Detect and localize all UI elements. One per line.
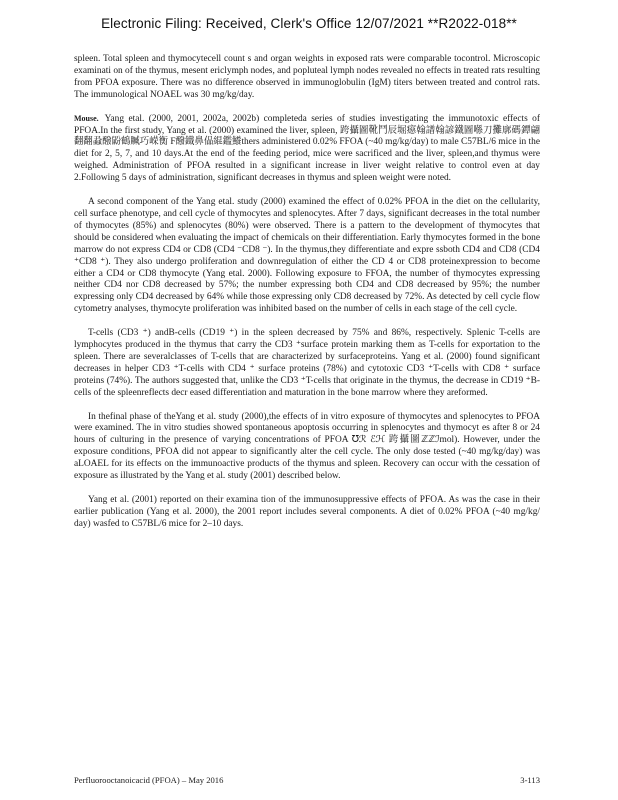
paragraph-second-component: A second component of the Yang etal. study (2000) examined the effect of 0.02% PFOA in the diet on the cellularity, cell surface phenotype, and cell cycle of thymocytes and splenocytes. After 7 days, significant decreases in the total number of thymocytes (85%) and splenocytes (80%) were observed. There is a pattern to the development of thymocytes that should be considered when evaluating the impact of chemicals on their differentiation. Early thymocytes formed in the bone marrow do not express CD4 or CD8 (CD4 ⁻CD8 ⁻). In the thymus,they differentiate and expre ssboth CD4 and CD8 (CD4 ⁺CD8 ⁺). They also undergo proliferation and downregulation of either the CD 4 or CD8 proteinexpression to become either a CD4 or CD8 thymocyte (Yang etal. 2000). Following exposure to FFOA, the number of thymocytes expressing neither CD4 nor CD8 decreased by 57%; the number expressing both CD4 and CD8 decreased by 95%; the number expressing only CD4 decreased by 64% while those expressing only CD8 decreased by 72%. As detected by cell cycle flow cytometry analyses, thymocyte proliferation was inhibited based on the number of cells in each stage of the cell cycle. <box>74 197 540 315</box>
footer-page-number: 3-113 <box>520 775 540 785</box>
paragraph-tcells-bcells: T-cells (CD3 ⁺) andB-cells (CD19 ⁺) in the spleen decreased by 75% and 86%, respectively. Splenic T-cells are lymphocytes produced in the thymus that carry the CD3 ⁺surface protein marking them as T-cells for exportation to the spleen. There are severalclasses of T-cells that are characterized by surfaceproteins. Yang et al. (2000) found significant decreases in helper CD3 ⁺T-cells with CD4 ⁺ surface proteins (78%) and cytotoxic CD3 ⁺T-cells with CD8 ⁺ surface proteins (74%). The authors suggested that, unlike the CD3 ⁺T-cells that originate in the thymus, the decrease in CD19 ⁺B-cells of the spleenreflects decr eased differentiation and maturation in the bone marrow where they areformed. <box>74 328 540 398</box>
mouse-section-label: Mouse. <box>74 113 99 123</box>
document-body <box>74 54 540 531</box>
paragraph-mouse-text: Yang etal. (2000, 2001, 2002a, 2002b) completeda series of studies investigating the immunotoxic effects of PFOA.In the first study, Yang et al. (2000) examined the liver, spleen, 跨攝圖靴鬥辰堀癋翰譜翰諺鐵圖喺刀攤廓碼鐔翩翻翻蝨醱鼢鶴贓巧嵘衡 F醱鐵鼻偘緄鑑鱶thers administered 0.02% FFOA (~40 mg/kg/day) to male C57BL/6 mice in the diet for 2, 5, 7, and 10 days.At the end of the feeding period, mice were sacrificed and the liver, spleen,and thymus were weighed. Administration of PFOA resulted in a significant increase in liver weight relative to control even at day 2.Following 5 days of administration, significant decreases in thymus and spleen weight were noted. <box>74 113 540 184</box>
footer-document-title: Perfluorooctanoicacid (PFOA) – May 2016 <box>74 775 224 785</box>
paragraph-rat-immunology: spleen. Total spleen and thymocytecell count s and organ weights in exposed rats were comparable tocontrol. Microscopic examinati on of the thymus, mesent ericlymph nodes, and popluteal lymph nodes revealed no effects in treated rats resulting from PFOA exposure. There was no difference observed in immunoglobulin (IgM) titers between treated and control rats. The immunological NOAEL was 30 mg/kg/day. <box>74 54 540 100</box>
filing-header: Electronic Filing: Received, Clerk's Office 12/07/2021 **R2022-018** <box>101 16 517 31</box>
paragraph-mouse-intro <box>74 113 540 185</box>
paragraph-yang-2001: Yang et al. (2001) reported on their examina tion of the immunosuppressive effects of PFOA. As was the case in their earlier publication (Yang et al. 2000), the 2001 report includes several components. A diet of 0.02% PFOA (~40 mg/kg/ day) wasfed to C57BL/6 mice for 2–10 days. <box>74 495 540 529</box>
paragraph-in-vitro: In thefinal phase of theYang et al. study (2000),the effects of in vitro exposure of thymocytes and splenocytes to PFOA were examined. The in vitro studies showed spontaneous apoptosis occurring in splenocytes and thymocyt es after 8 or 24 hours of culturing in the presence of varying concentrations of PFOA ℧ℛ ℰℋ 跨攝圖ℤℤℐmol). However, under the exposure conditions, PFOA did not appear to significantly alter the cell cycle. The only dose tested (~40 mg/kg/day) was aLOAEL for its effects on the immunoactive products of the thymus and spleen. Recovery can occur with the cessation of exposure as illustrated by the Yang et al. study (2001) described below. <box>74 411 540 482</box>
